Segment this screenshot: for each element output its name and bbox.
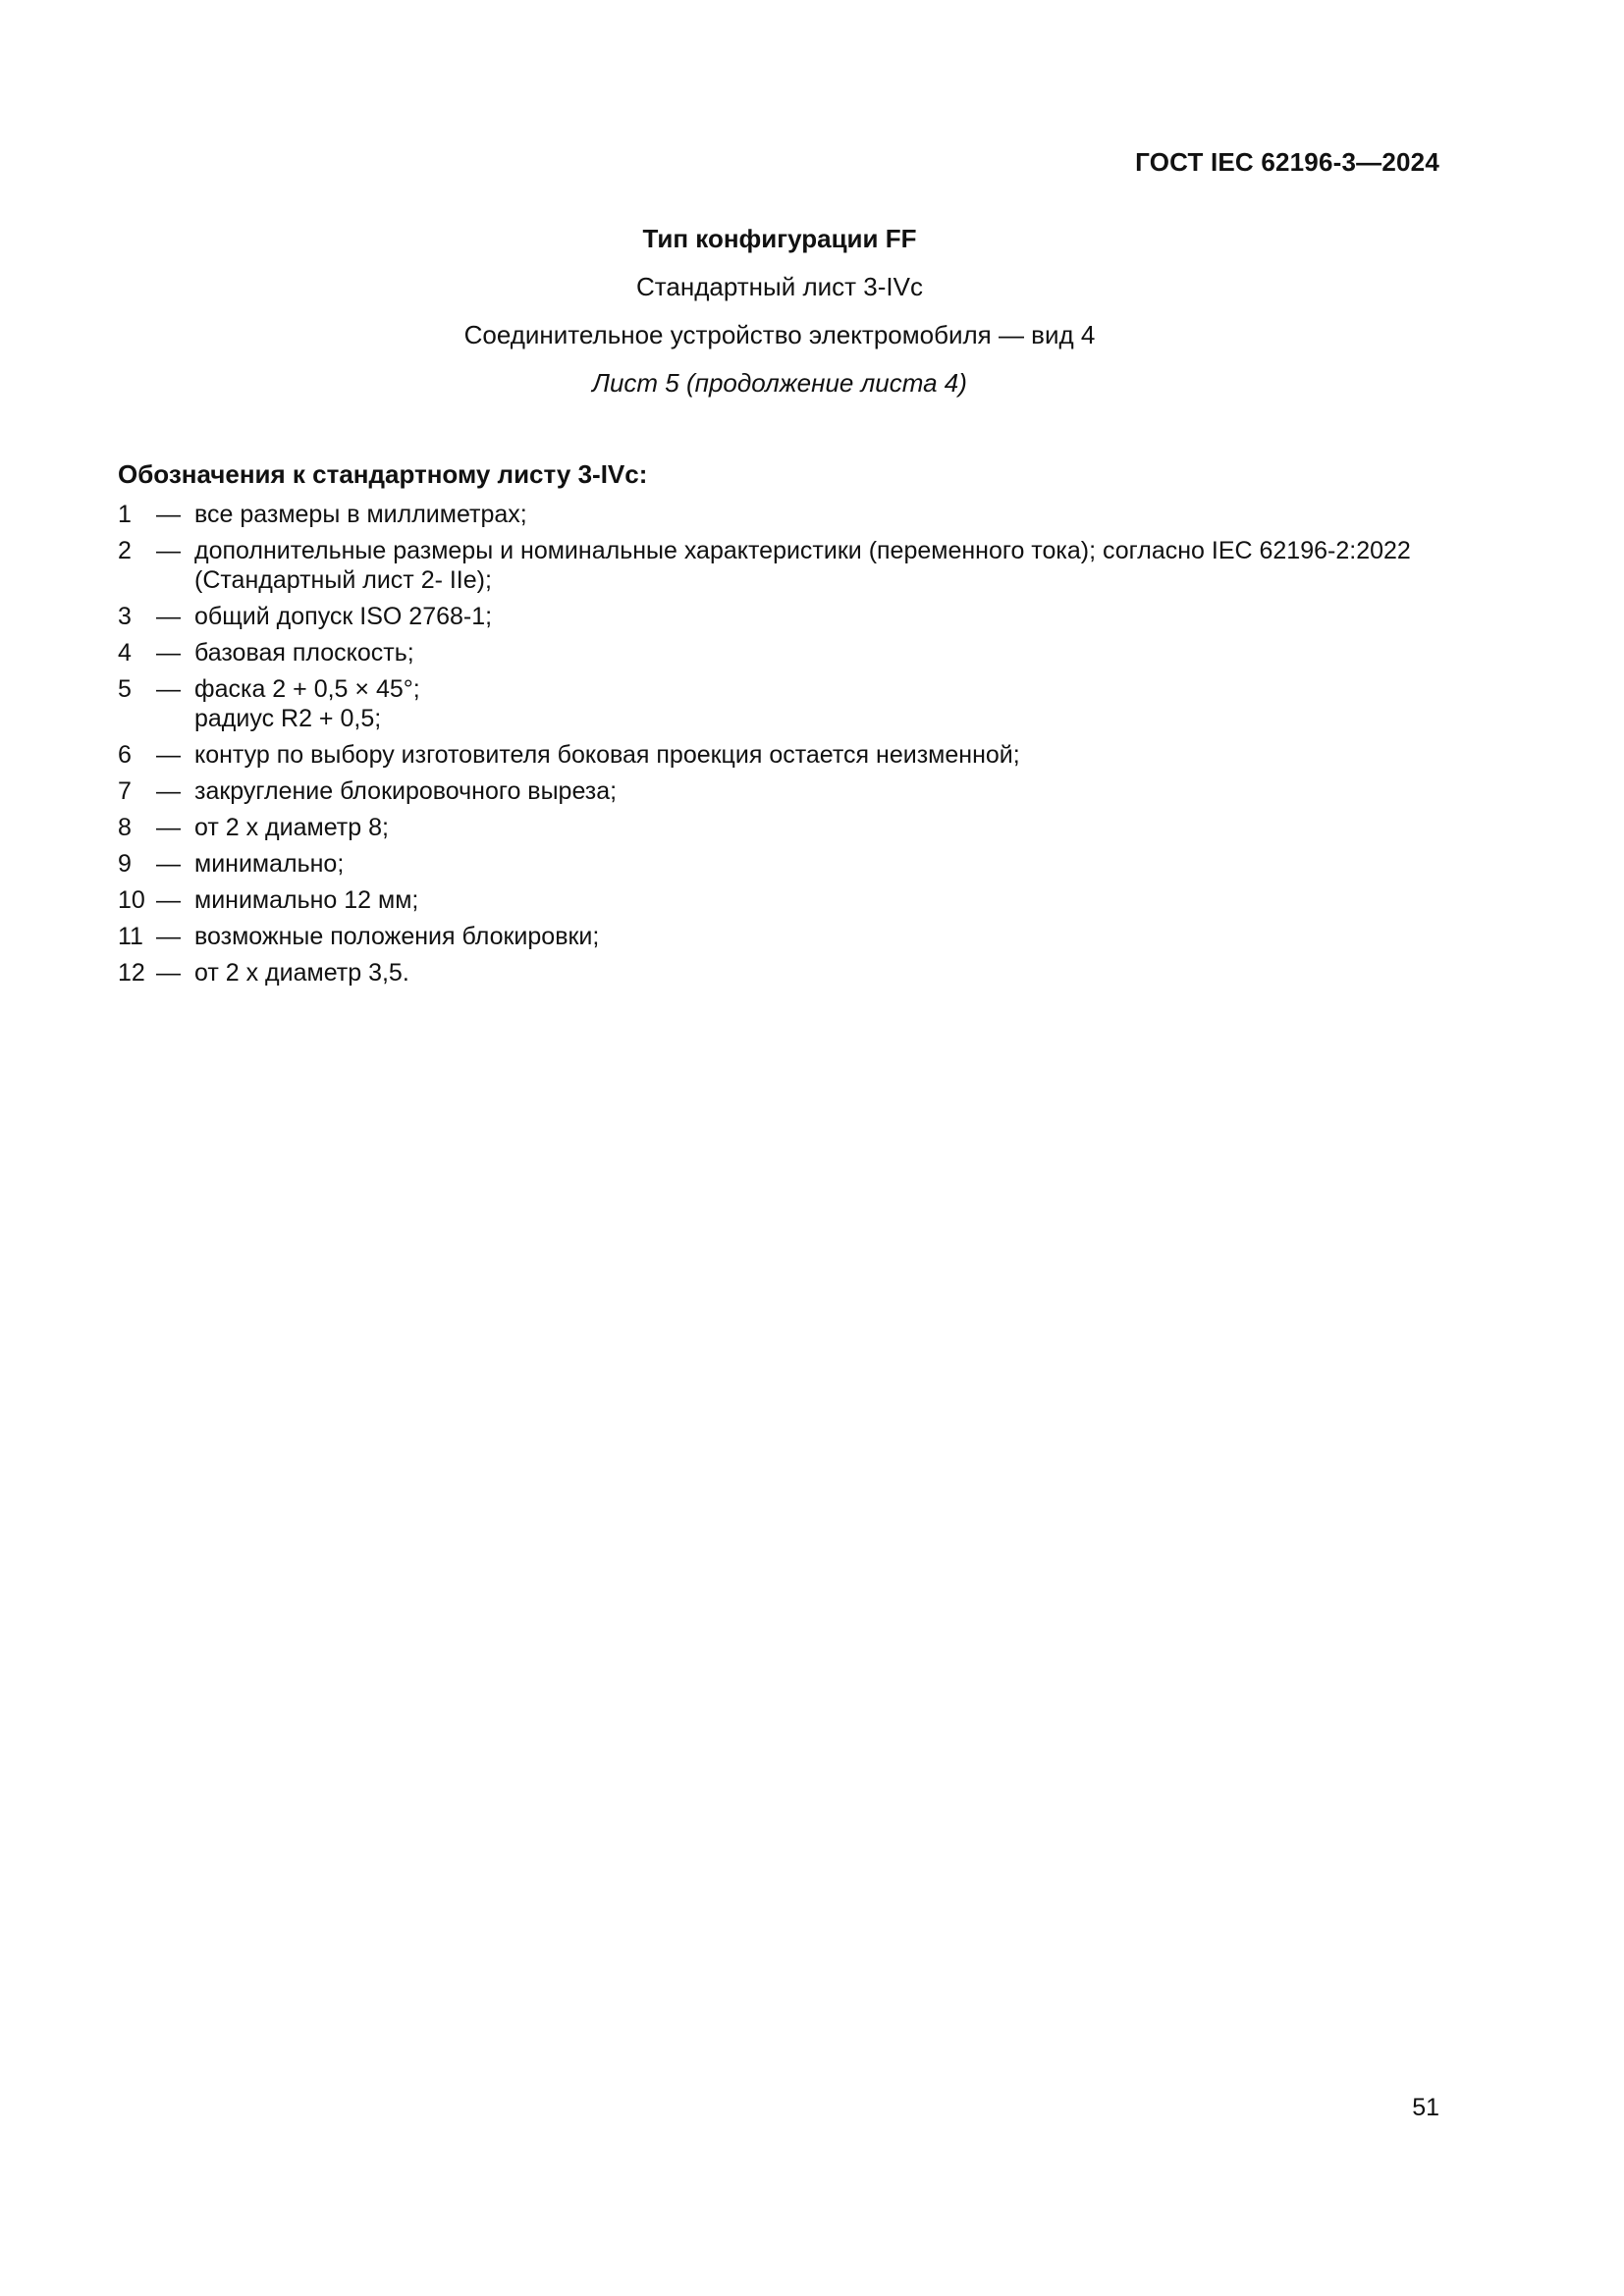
legend-item-dash: — (156, 814, 181, 841)
legend-item-text (194, 849, 1438, 879)
legend-item (118, 849, 1438, 879)
legend-item-line: общий допуск ISO 2768-1; (194, 603, 493, 630)
legend-item (118, 536, 1438, 595)
legend-item-dash: — (156, 603, 181, 630)
legend-item-line: закругление блокировочного выреза; (194, 777, 618, 805)
legend-item-dash: — (156, 777, 181, 805)
legend-item-line: все размеры в миллиметрах; (194, 501, 527, 528)
legend-item-dash: — (156, 639, 181, 667)
legend-item (118, 638, 1438, 667)
standard-sheet-title: Стандартный лист 3-IVc (636, 272, 923, 301)
legend-item (118, 958, 1438, 988)
legend-item-number: 7 (118, 777, 132, 805)
legend-item (118, 922, 1438, 951)
legend-item-line: дополнительные размеры и номинальные характеристики (переменного тока); согласно IEC 62196-2:2022 (194, 537, 1411, 564)
legend-item-line: возможные положения блокировки; (194, 923, 600, 950)
legend-item-number: 2 (118, 537, 132, 564)
legend-item (118, 813, 1438, 842)
legend-item-number: 8 (118, 814, 132, 841)
sheet-note: Лист 5 (продолжение листа 4) (592, 368, 967, 398)
standard-designation: ГОСТ IEC 62196-3—2024 (1135, 147, 1439, 177)
title-block (0, 224, 1559, 416)
legend-item-text (194, 958, 1438, 988)
legend-item (118, 740, 1438, 770)
configuration-type-title: Тип конфигурации FF (642, 224, 917, 253)
legend-item-line: базовая плоскость; (194, 639, 414, 667)
page-number: 51 (1412, 2094, 1439, 2121)
legend-item-line: радиус R2 + 0,5; (194, 705, 382, 732)
legend-list (118, 500, 1438, 988)
legend-heading: Обозначения к стандартному листу 3-IVc: (118, 459, 648, 489)
legend-item (118, 500, 1438, 529)
legend-item-dash: — (156, 675, 181, 703)
legend-item-text (194, 674, 1438, 733)
legend-item-line: контур по выбору изготовителя боковая проекция остается неизменной; (194, 741, 1020, 769)
legend-item-line: фаска 2 + 0,5 × 45°; (194, 675, 420, 703)
legend-item-line: минимально; (194, 850, 345, 878)
legend-item-line: минимально 12 мм; (194, 886, 419, 914)
legend-item-dash: — (156, 850, 181, 878)
legend-section (118, 459, 1438, 994)
legend-item-text (194, 536, 1438, 595)
legend-item-text (194, 500, 1438, 529)
legend-item-number: 12 (118, 959, 145, 987)
legend-item-number: 10 (118, 886, 145, 914)
legend-item-number: 11 (118, 923, 143, 950)
legend-item (118, 885, 1438, 915)
legend-item-dash: — (156, 886, 181, 914)
legend-item-dash: — (156, 923, 181, 950)
legend-item-text (194, 638, 1438, 667)
legend-item-number: 9 (118, 850, 132, 878)
legend-item-dash: — (156, 959, 181, 987)
legend-item (118, 674, 1438, 733)
legend-item-line: от 2 х диаметр 8; (194, 814, 389, 841)
legend-item-text (194, 885, 1438, 915)
device-description: Соединительное устройство электромобиля — вид 4 (463, 320, 1096, 349)
legend-item (118, 776, 1438, 806)
legend-item-line: (Стандартный лист 2- IIe); (194, 566, 492, 594)
legend-item-number: 5 (118, 675, 132, 703)
legend-item-number: 6 (118, 741, 132, 769)
legend-item-text (194, 813, 1438, 842)
legend-item-text (194, 922, 1438, 951)
legend-item-text (194, 776, 1438, 806)
legend-item-text (194, 740, 1438, 770)
legend-item-text (194, 602, 1438, 631)
legend-item-number: 3 (118, 603, 132, 630)
legend-item (118, 602, 1438, 631)
legend-item-dash: — (156, 537, 181, 564)
legend-item-dash: — (156, 501, 181, 528)
legend-item-number: 1 (118, 501, 132, 528)
legend-item-number: 4 (118, 639, 132, 667)
legend-item-line: от 2 х диаметр 3,5. (194, 959, 409, 987)
legend-item-dash: — (156, 741, 181, 769)
